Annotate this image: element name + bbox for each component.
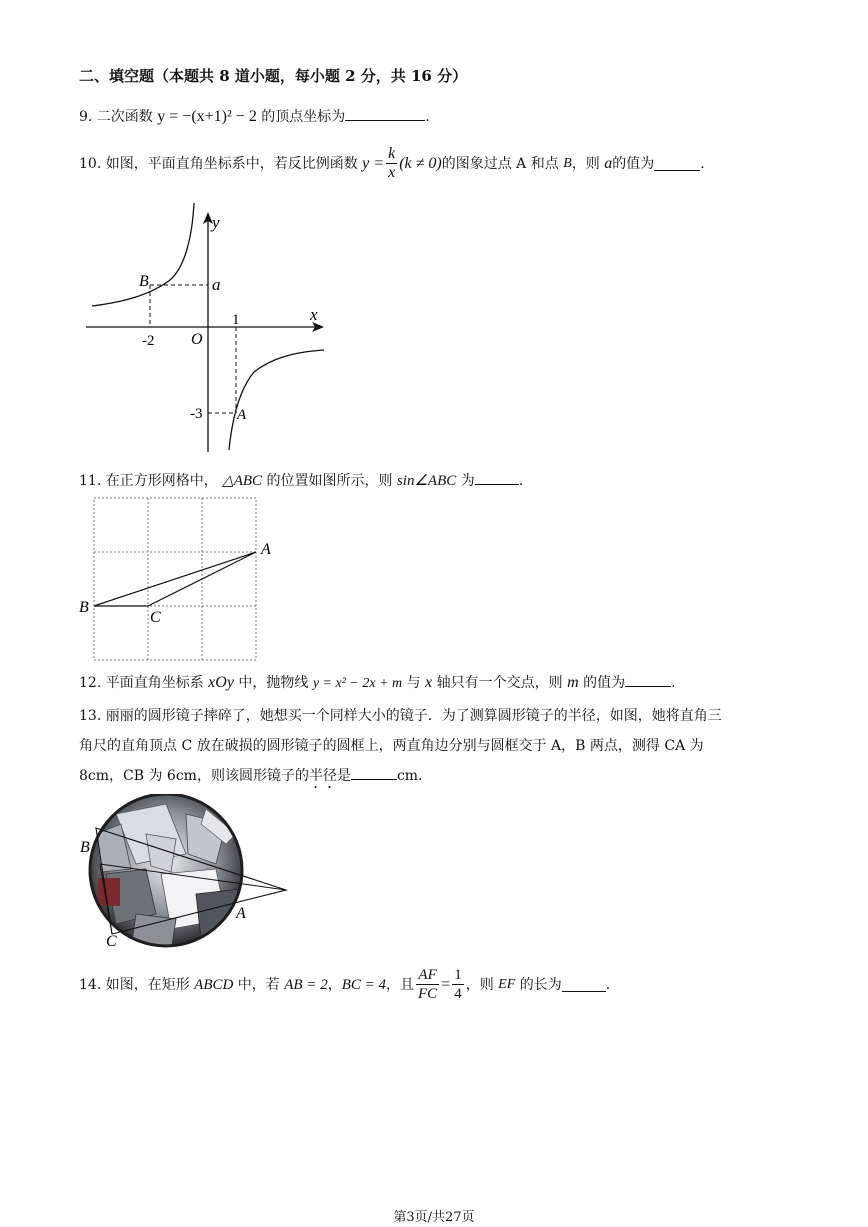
q12-text-a: 平面直角坐标系 <box>105 675 204 691</box>
q14-equals: = <box>441 975 451 993</box>
q12-formula: y = x² − 2x + m <box>312 676 403 691</box>
q10-number: 10. <box>79 155 102 172</box>
q14-frac2-den: 4 <box>454 986 462 1002</box>
q11-text-c: 为 <box>460 473 475 489</box>
question-14 <box>79 966 610 1003</box>
tick-neg2: -2 <box>142 333 155 349</box>
q14-frac1-den: FC <box>418 986 438 1002</box>
tick-neg3: -3 <box>190 406 203 422</box>
q12-m: m <box>567 674 579 691</box>
q9-prefix: 二次函数 <box>96 109 153 125</box>
triangle-abc <box>94 552 256 606</box>
q13-number: 13. <box>79 708 102 724</box>
q14-text-a: 如图，在矩形 <box>105 976 190 993</box>
q11-answer-blank[interactable] <box>475 470 519 485</box>
q13-line2: 角尺的直角顶点 C 放在破损的圆形镜子的圆框上，两直角边分别与圆框交于 A，B 两点，测得 CA 为 <box>79 738 704 754</box>
page-footer: 第3页/共27页 <box>393 1210 475 1225</box>
q14-number: 14. <box>79 976 102 993</box>
q14-fraction-one-quarter <box>452 966 464 1003</box>
q14-text-d: ，则 <box>465 976 494 993</box>
label-origin: O <box>191 331 203 348</box>
q14-sep: ， <box>327 976 342 993</box>
q14-answer-blank[interactable] <box>562 977 606 992</box>
label-c: C <box>106 933 117 950</box>
q10-text-b: 的图象过点 A 和点 <box>441 155 559 172</box>
q13-answer-blank[interactable] <box>351 765 397 780</box>
q14-end: . <box>605 976 611 993</box>
q9-suffix: 的顶点坐标为 <box>261 109 346 125</box>
q12-text-d: 轴只有一个交点，则 <box>436 675 563 691</box>
label-point-a: A <box>237 407 247 423</box>
q9-formula: y = −(x+1)² − 2 <box>157 108 257 125</box>
hyperbola-branch-right <box>229 350 324 450</box>
q12-text-c: 与 <box>406 675 421 691</box>
label-b: B <box>80 839 90 856</box>
label-c: C <box>150 609 161 626</box>
q13-line3-a: 8cm，CB 为 6cm，则该圆形镜子的 <box>79 768 309 784</box>
question-13-line-3 <box>79 765 432 792</box>
q12-text-e: 的值为 <box>583 675 626 691</box>
q10-point-b: B <box>563 155 572 171</box>
q9-answer-blank[interactable] <box>345 106 425 121</box>
q12-number: 12. <box>79 675 102 691</box>
question-13-line-1 <box>79 706 722 726</box>
question-9 <box>79 106 430 127</box>
q11-text-a: 在正方形网格中， <box>105 473 218 489</box>
q14-text-c: ，且 <box>386 976 414 993</box>
q10-text-a: 如图，平面直角坐标系中，若反比例函数 <box>105 155 358 172</box>
q9-number: 9. <box>79 109 93 125</box>
q10-func-lhs: y = <box>362 154 385 172</box>
label-a: A <box>261 541 271 558</box>
label-a-value: a <box>212 275 221 294</box>
q14-text-b: 中，若 <box>237 976 280 993</box>
q11-text-b: 的位置如图所示，则 <box>266 473 393 489</box>
q14-text-e: 的长为 <box>519 976 562 993</box>
q10-end: . <box>700 155 705 172</box>
q14-fraction-af-fc <box>416 966 439 1003</box>
label-b: B <box>79 599 89 616</box>
q11-expression: sin∠ABC <box>396 473 457 489</box>
q14-ef: EF <box>498 976 516 992</box>
q10-condition: (k ≠ 0) <box>399 154 442 172</box>
q12-end: . <box>671 675 676 691</box>
label-a: A <box>236 905 246 922</box>
label-y: y <box>212 213 220 232</box>
question-12 <box>79 672 676 694</box>
q14-bc: BC = 4 <box>341 976 386 993</box>
q11-end: . <box>518 473 524 489</box>
q10-fraction <box>386 145 397 182</box>
q10-frac-num: k <box>388 145 396 162</box>
q13-line3-b: 是 <box>336 768 351 784</box>
label-point-b: B <box>139 273 149 290</box>
q11-figure <box>76 494 286 664</box>
q13-unit: cm． <box>396 768 433 784</box>
q11-number: 11. <box>79 473 102 489</box>
q11-triangle: △ABC <box>222 473 263 489</box>
q12-x: x <box>425 674 433 691</box>
q10-var-a: a <box>604 154 613 172</box>
q13-emphasis: 半径 <box>308 768 337 784</box>
tick-1: 1 <box>232 312 240 328</box>
q14-rect: ABCD <box>194 976 234 993</box>
q13-figure <box>76 794 296 952</box>
label-x: x <box>310 305 318 324</box>
q12-text-b: 中，抛物线 <box>238 675 309 691</box>
q10-figure <box>84 200 334 455</box>
hyperbola-branch-left <box>92 203 194 306</box>
q14-frac1-num: AF <box>416 966 439 985</box>
question-10 <box>79 145 705 182</box>
q10-text-c: ，则 <box>571 155 600 172</box>
q10-answer-blank[interactable] <box>654 156 700 171</box>
q13-line1: 丽丽的圆形镜子摔碎了，她想买一个同样大小的镜子．为了测算圆形镜子的半径，如图，她将直角三 <box>105 708 722 724</box>
q10-frac-den: x <box>388 164 396 181</box>
section-heading: 二、填空题（本题共 8 道小题，每小题 2 分，共 16 分） <box>79 67 468 85</box>
q14-frac2-num: 1 <box>454 967 462 983</box>
q12-system: xOy <box>208 674 234 691</box>
q12-answer-blank[interactable] <box>625 672 671 687</box>
q10-text-d: 的值为 <box>612 155 655 172</box>
q9-end: . <box>425 109 430 125</box>
question-11 <box>79 470 523 491</box>
q14-ab: AB = 2 <box>284 976 328 993</box>
